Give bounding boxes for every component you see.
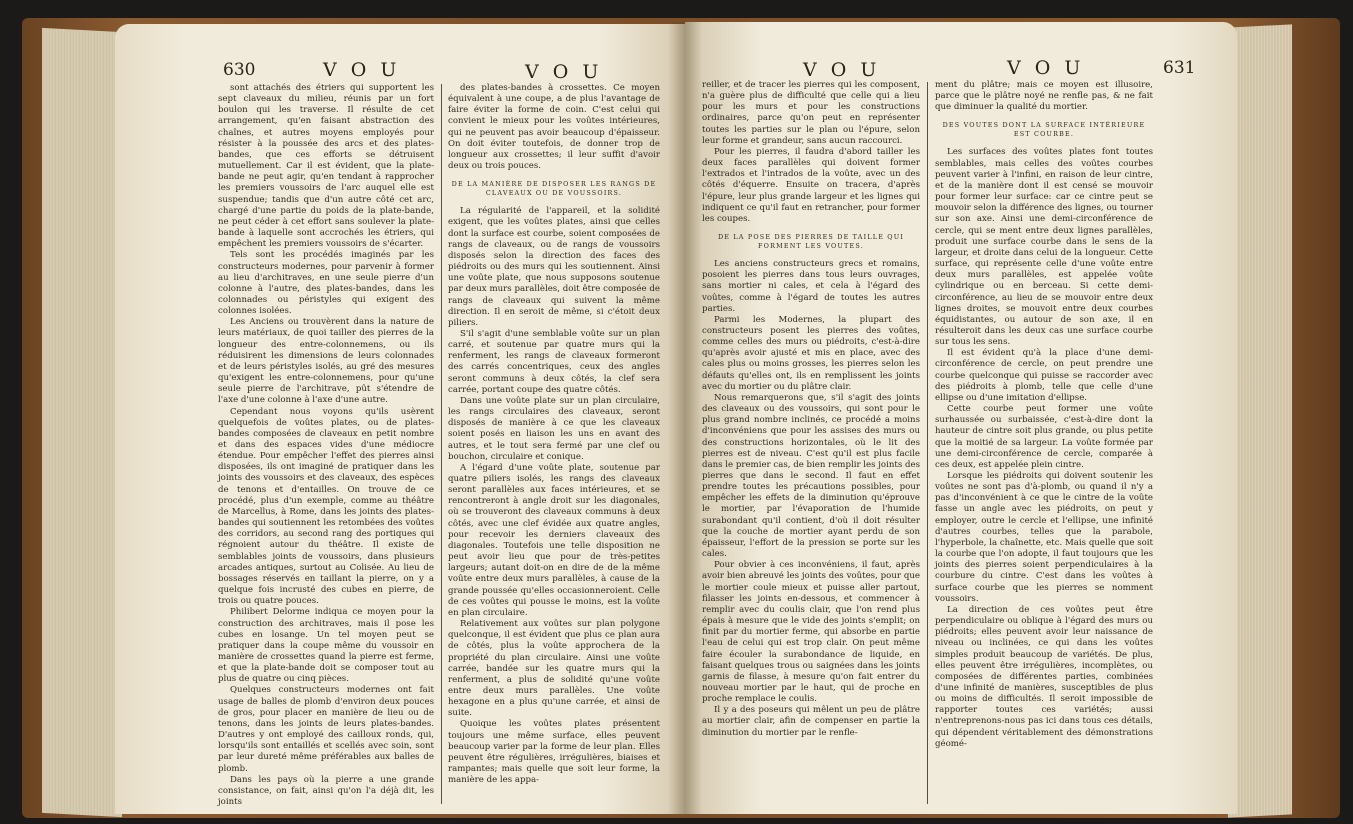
paragraph: Lorsque les piédroits qui doivent soutenir les voûtes ne sont pas d'à-plomb, ou quand il n'y a pas d'inconvénient à ce que le cintre de la voûte fasse un angle avec les piédroits, on peut y employer, outre le cercle et l'ellipse, une infinité d'autres courbes, telles que la parabole, l'hyperbole, la chaînette, etc. Mais quelle que soit la courbe que l'on adopte, il faut toujours que les joints des pierres soient perpendiculaires à la courbure du cintre. C'est dans les voûtes à surface courbe que les pierres se nomment voussoirs.	[935, 471, 1153, 604]
paragraph: des plates-bandes à crossettes. Ce moyen équivalent à une coupe, a de plus l'avantage de faire éviter la forme de coin. C'est celui qui convient le mieux pour les voûtes intérieures, qui ne peuvent pas avoir beaucoup d'épaisseur. On doit éviter toutefois, de donner trop de longueur aux crossettes; il leur suffit d'avoir deux ou trois pouces.	[448, 83, 660, 172]
paragraph: Dans les pays où la pierre a une grande consistance, on fait, ainsi qu'on l'a déjà dit, les joints	[218, 774, 434, 807]
paragraph: Quoique les voûtes plates présentent toujours une même surface, elles peuvent beaucoup varier par la forme de leur plan. Elles peuvent être régulières, irrégulières, biaises et rampantes; mais quelle que soit leur forme, la manière de les appa-	[448, 719, 660, 786]
page-edges-left	[42, 28, 122, 817]
text-column-1	[218, 83, 434, 811]
paragraph: Il y a des poseurs qui mêlent un peu de plâtre au mortier clair, afin de compenser en partie la diminution du mortier par le renfle-	[702, 705, 920, 738]
section-heading: DE LA MANIÈRE DE DISPOSER LES RANGS DE CLAVEAUX OU DE VOUSSOIRS.	[451, 180, 657, 198]
book-gutter	[668, 22, 702, 814]
page-number: 631	[1163, 58, 1196, 78]
paragraph: Dans une voûte plate sur un plan circulaire, les rangs circulaires des claveaux, seront disposés de manière à ce que les claveaux soient posés en liaison les uns en avant des autres, et le tout sera fermé par une clef ou bouchon, circulaire et conique.	[448, 395, 660, 462]
paragraph: Il est évident qu'à la place d'une demi-circonférence de cercle, on peut prendre une courbe quelconque qui puisse se raccorder avec des piédroits à plomb, telle que celle d'une ellipse ou d'une imitation d'ellipse.	[935, 348, 1153, 403]
paragraph: Nous remarquerons que, s'il s'agit des joints des claveaux ou des voussoirs, qui sont pour le plus grand nombre inclinés, ce procédé a moins d'inconvéniens que pour les assises des murs ou des constructions horizontales, où le lit des pierres est de niveau. C'est qu'il est plus facile dans le premier cas, de bien remplir les joints des pierres que dans le second. Il faut en effet prendre toutes les précautions possibles, pour empêcher les effets de la diminution qu'éprouve le mortier, par l'évaporation de l'humide surabondant qu'il contient, d'où il doit résulter que la couche de mortier ayant perdu de son épaisseur, l'effort de la pression se porte sur les cales.	[702, 392, 920, 560]
text-column-2	[935, 80, 1153, 810]
page-number: 630	[223, 60, 256, 80]
running-head: V O U	[803, 59, 881, 81]
column-rule	[441, 84, 442, 804]
paragraph: Cependant nous voyons qu'ils usèrent quelquefois de voûtes plates, ou de plates-bandes composées de claveaux en petit nombre et dans des espaces vides d'une médiocre étendue. Pour empêcher l'effet des pierres ainsi disposées, ils ont imaginé de pratiquer dans les joints des voussoirs et des claveaux, des espèces de tenons et d'entailles. On trouve de ce procédé, plus d'un exemple, comme au théâtre de Marcellus, à Rome, dans les joints des plates-bandes qui soutiennent les retombées des voûtes des corridors, au second rang des portiques qui régnoient autour du théâtre. Il existe de semblables joints de voussoirs, dans plusieurs arcades antiques, surtout au Colisée. Au lieu de bossages réservés en taillant la pierre, on y a quelque fois incrusté des cubes en pierre, de trois ou quatre pouces.	[218, 406, 434, 607]
paragraph: Philibert Delorme indiqua ce moyen pour la construction des architraves, mais il pose les cubes en losange. Un tel moyen peut se pratiquer dans la coupe même du voussoir en manière de crossettes quand la pierre est ferme, et que la plate-bande doit se composer tout au plus de quatre ou cinq pièces.	[218, 607, 434, 685]
paragraph: Les Anciens ou trouvèrent dans la nature de leurs matériaux, de quoi tailler des pierres de la longueur des entre-colonnemens, ou ils réduisirent les dimensions de leurs colonnades et de leurs péristyles isolés, au gré des mesures qu'exigent les entre-colonnemens, pour qu'une seule pierre de l'architrave, pût s'étendre de l'axe d'une colonne à l'axe d'une autre.	[218, 317, 434, 406]
page-edges-right	[1228, 24, 1292, 817]
left-page	[115, 24, 685, 814]
paragraph: Tels sont les procédés imaginés par les constructeurs modernes, pour parvenir à former au lieu d'architraves, en une seule pierre d'un colonne à l'autre, des plates-bandes, dans les colonnades ou péristyles qui exigent des colonnes isolées.	[218, 250, 434, 317]
paragraph: Pour obvier à ces inconvéniens, il faut, après avoir bien abreuvé les joints des voûtes, pour que le mortier coule mieux et puisse aller partout, filasser les joints en-dessous, et commencer à remplir avec du coulis clair, que l'on rend plus épais à mesure que le vide des joints s'emplit; on finit par du mortier ferme, qui absorbe en partie l'eau de celui qui est trop clair. On peut même faire écouler la surabondance de liquide, en faisant quelques trous ou saignées dans les joints garnis de filasse, à mesure qu'on fait entrer du nouveau mortier par le haut, qui de proche en proche remplace le coulis.	[702, 560, 920, 705]
text-column-2	[448, 83, 660, 811]
right-page	[685, 22, 1237, 814]
paragraph: Pour les pierres, il faudra d'abord tailler les deux faces parallèles qui doivent former l'extrados et l'intrados de la voûte, avec un des côtés d'équerre. Ensuite on tracera, d'après l'épure, leur plus grande largeur et les lignes qui indiquent ce qu'il faut en retrancher, pour former les coupes.	[702, 146, 920, 224]
paragraph: A l'égard d'une voûte plate, soutenue par quatre piliers isolés, les rangs des claveaux seront parallèles aux faces intérieures, et se rencontreront à angle droit sur les diagonales, où se trouveront des claveaux communs à deux côtés, avec une clef évidée aux quatre angles, pour recevoir les derniers claveaux des diagonales. Toutefois une telle disposition ne peut avoir lieu que pour de très-petites largeurs; autant doit-on en dire de de la même voûte entre deux murs parallèles, à cause de la grande poussée qu'elles occasionneroient. Celle de ces voûtes qui pousse le moins, est la voûte en plan circulaire.	[448, 462, 660, 618]
paragraph: ment du plâtre; mais ce moyen est illusoire, parce que le plâtre noyé ne renfle pas, & ne fait que diminuer la qualité du mortier.	[935, 80, 1153, 113]
section-heading: DE LA POSE DES PIERRES DE TAILLE QUI FORMENT LES VOUTES.	[717, 233, 905, 251]
paragraph: S'il s'agit d'une semblable voûte sur un plan carré, et soutenue par quatre murs qui la renferment, les rangs de claveaux formeront des carrés concentriques, ceux des angles seront communs à deux côtés, la clef sera carrée, portant coupe des quatre côtés.	[448, 328, 660, 395]
running-head: V O U	[525, 61, 603, 83]
paragraph: Cette courbe peut former une voûte surhaussée ou surbaissée, c'est-à-dire dont la hauteur de cintre soit plus grande, ou plus petite que la moitié de sa largeur. La voûte formée par une demi-circonférence de cercle, comparée à ces deux, est appelée plein cintre.	[935, 404, 1153, 470]
column-rule	[927, 82, 928, 804]
paragraph: Les anciens constructeurs grecs et romains, posoient les pierres dans tous leurs ouvrages, sans mortier ni cales, et cela à l'égard des voûtes, comme à l'égard de toutes les autres parties.	[702, 259, 920, 314]
running-head: V O U	[1007, 57, 1085, 79]
paragraph: Les surfaces des voûtes plates font toutes semblables, mais celles des voûtes courbes peuvent varier à l'infini, en raison de leur cintre, et de la manière dont il est censé se mouvoir pour former leur surface: car ce cintre peut se mouvoir selon la différence des lignes, ou tourner sur son axe. Ainsi une demi-circonférence de cercle, qui se ment entre deux lignes parallèles, produit une surface courbe dans le sens de la largeur, et droite dans celui de la longueur. Cette surface, qui représente celle d'une voûte entre deux murs parallèles, est appelée voûte cylindrique ou en berceau. Si cette demi-circonférence, au lieu de se mouvoir entre deux lignes droites, se mouvoit entre deux courbes équidistantes, ou autour de son axe, il en résulteroit dans les deux cas une surface courbe sur tous les sens.	[935, 147, 1153, 348]
paragraph: Parmi les Modernes, la plupart des constructeurs posent les pierres des voûtes, comme celles des murs ou piédroits, c'est-à-dire qu'après avoir ajusté et mis en place, avec des cales plus ou moins grosses, les pierres selon les défauts qu'elles ont, ils en remplissent les joints avec du mortier ou du plâtre clair.	[702, 314, 920, 392]
paragraph: Relativement aux voûtes sur plan polygone quelconque, il est évident que plus ce plan aura de côtés, plus la voûte approchera de la propriété du plan circulaire. Ainsi une voûte carrée, bandée sur les quatre murs qui la renferment, a plus de solidité qu'une voûte entre deux murs parallèles. Une voûte hexagone en a plus qu'une carrée, et ainsi de suite.	[448, 619, 660, 719]
running-head: V O U	[323, 59, 401, 81]
paragraph: Quelques constructeurs modernes ont fait usage de balles de plomb d'environ deux pouces de gros, pour placer en manière de lieu ou de tenons, dans les joints de leurs plates-bandes. D'autres y ont employé des cailloux ronds, qui, lorsqu'ils sont entaillés et scellés avec soin, sont par leur dureté même préférables aux balles de plomb.	[218, 685, 434, 774]
text-column-1	[702, 80, 920, 810]
paragraph: reiller, et de tracer les pierres qui les composent, n'a guère plus de difficulté que celle qui a lieu pour les murs et pour les constructions ordinaires, parce qu'on peut en représenter toutes les parties sur le plan ou l'épure, selon leur forme et grandeur, sans aucun raccourci.	[702, 80, 920, 146]
paragraph: sont attachés des étriers qui supportent les sept claveaux du milieu, réunis par un fort boulon qui les traverse. Il résulte de cet arrangement, qu'en faisant abstraction des chaînes, et autres moyens employés pour résister à la poussée des arcs et des plates-bandes, que ces efforts se détruisent mutuellement. Car il est évident, que la plate-bande ne peut agir, qu'en tendant à rapprocher les premiers voussoirs de l'arc auquel elle est suspendue; tandis que d'un autre côté cet arc, chargé d'une partie du poids de la plate-bande, ne peut céder à cet effort sans soulever la plate-bande à laquelle sont accrochés les étriers, qui empêchent les premiers voussoirs de s'écarter.	[218, 83, 434, 250]
section-heading: DES VOUTES DONT LA SURFACE INTÉRIEURE EST COURBE.	[942, 121, 1146, 139]
paragraph: La direction de ces voûtes peut être perpendiculaire ou oblique à l'égard des murs ou piédroits; elles peuvent avoir leur naissance de niveau ou inclinées, ce qui dans les voûtes simples produit beaucoup de variétés. De plus, elles peuvent être irrégulières, incomplètes, ou composées de différentes parties, combinées d'une infinité de manières, susceptibles de plus ou moins de difficultés. Il seroit impossible de rapporter toutes ces variétés; aussi n'entreprenons-nous pas ici dans tous ces détails, qui dépendent véritablement des démonstrations géomé-	[935, 604, 1153, 749]
paragraph: La régularité de l'appareil, et la solidité exigent, que les voûtes plates, ainsi que celles dont la surface est courbe, soient composées de rangs de claveaux, ou de rangs de voussoirs disposés selon la direction des faces des piédroits ou des murs qui les soutiennent. Ainsi une voûte plate, que nous supposons soutenue par deux murs parallèles, doit être composée de rangs de claveaux qui suivent la même direction. Il en seroit de même, si c'étoit deux piliers.	[448, 206, 660, 328]
